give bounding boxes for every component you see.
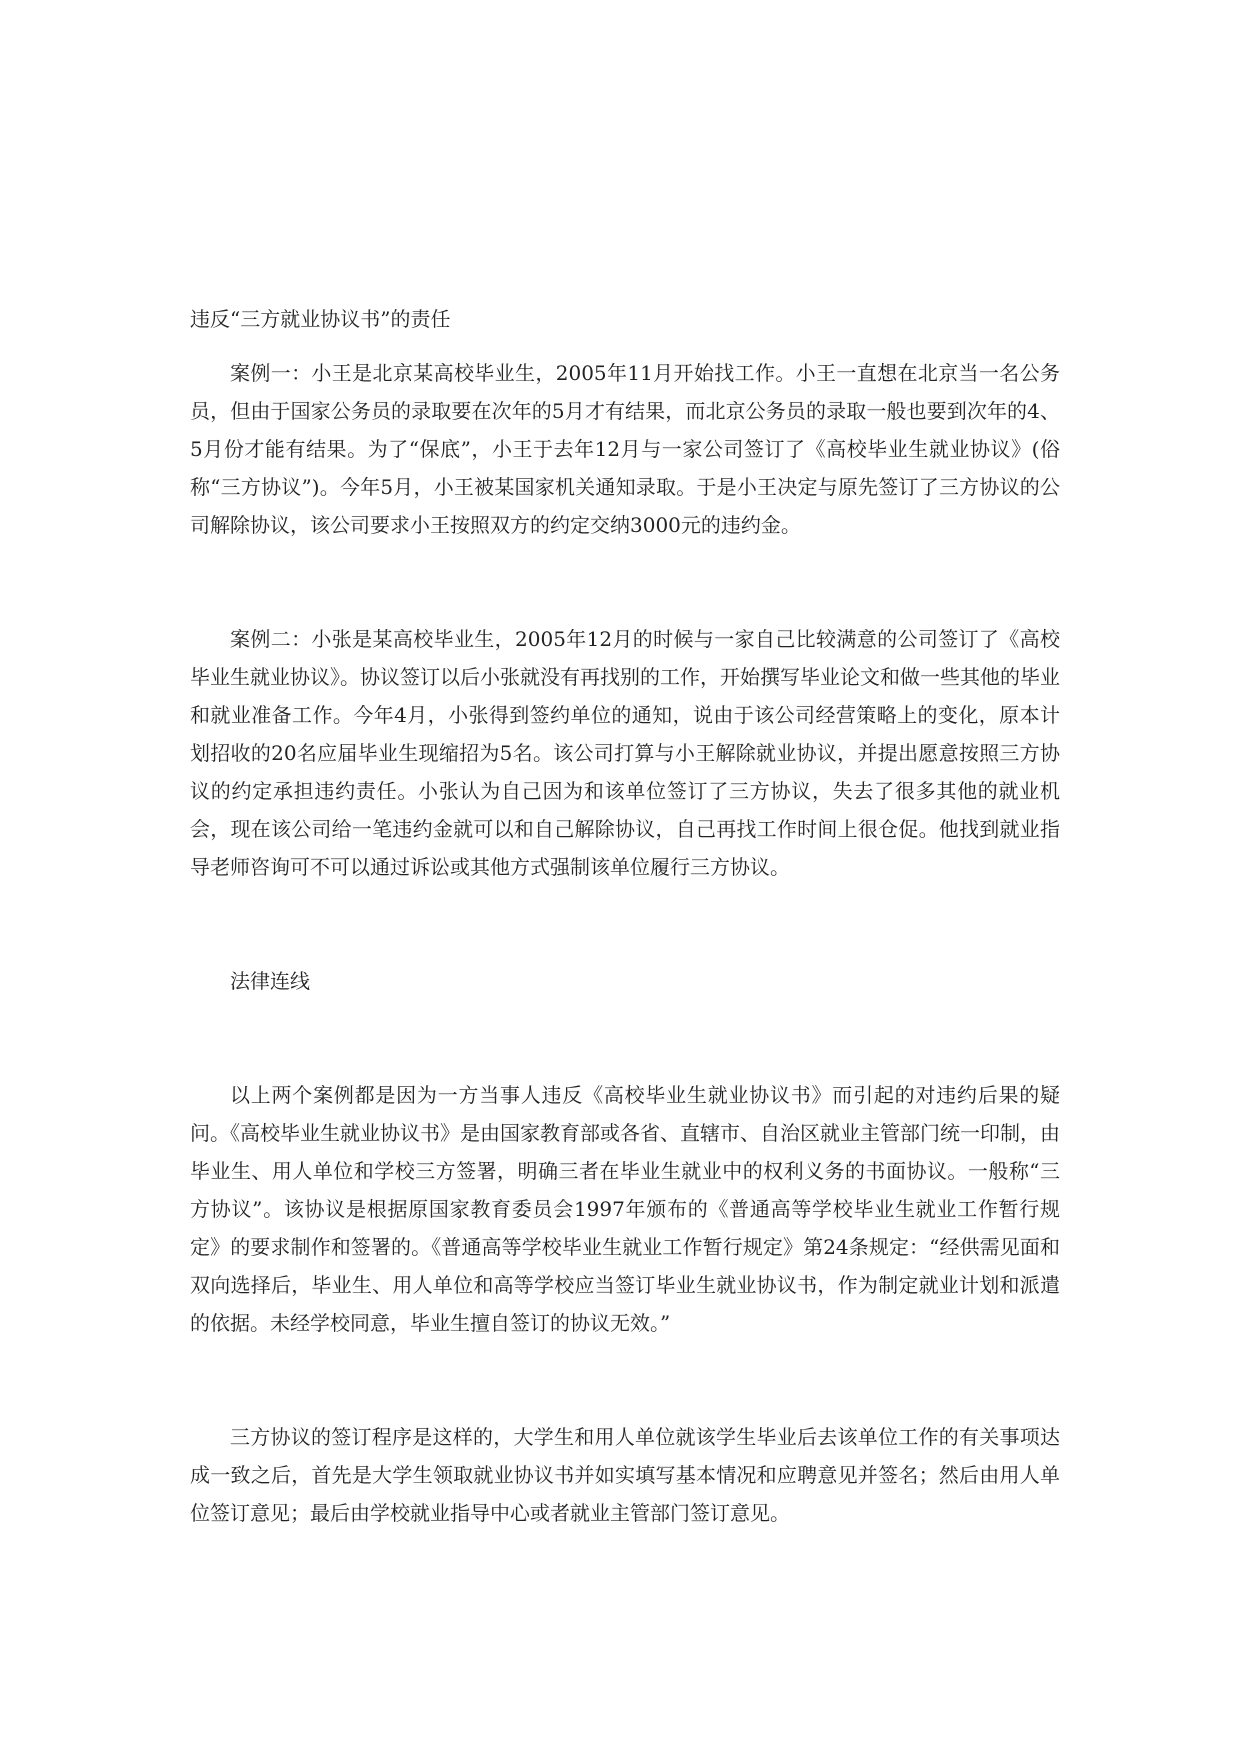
document-title: 违反“三方就业协议书”的责任 — [190, 307, 451, 331]
spacer — [190, 886, 1060, 962]
legal-explanation-paragraph: 以上两个案例都是因为一方当事人违反《高校毕业生就业协议书》而引起的对违约后果的疑问。《高校毕业生就业协议书》是由国家教育部或各省、直辖市、自治区就业主管部门统一印制，由毕业生、用人单位和学校三方签署，明确三者在毕业生就业中的权利义务的书面协议。一般称“三方协议”。该协议是根据原国家教育委员会1997年颁布的《普通高等学校毕业生就业工作暂行规定》的要求制作和签署的。《普通高等学校毕业生就业工作暂行规定》第24条规定：“经供需见面和双向选择后，毕业生、用人单位和高等学校应当签订毕业生就业协议书，作为制定就业计划和派遣的依据。未经学校同意，毕业生擅自签订的协议无效。” — [190, 1083, 1060, 1335]
spacer — [190, 544, 1060, 620]
signing-procedure-paragraph: 三方协议的签订程序是这样的，大学生和用人单位就该学生毕业后去该单位工作的有关事项达成一致之后，首先是大学生领取就业协议书并如实填写基本情况和应聘意见并签名；然后由用人单位签订意见；最后由学校就业指导中心或者就业主管部门签订意见。 — [190, 1425, 1060, 1525]
spacer — [190, 1000, 1060, 1076]
case-one-paragraph: 案例一：小王是北京某高校毕业生，2005年11月开始找工作。小王一直想在北京当一名公务员，但由于国家公务员的录取要在次年的5月才有结果，而北京公务员的录取一般也要到次年的4、5月份才能有结果。为了“保底”，小王于去年12月与一家公司签订了《高校毕业生就业协议》(俗称“三方协议”)。今年5月，小王被某国家机关通知录取。于是小王决定与原先签订了三方协议的公司解除协议，该公司要求小王按照双方的约定交纳3000元的违约金。 — [190, 361, 1060, 537]
document-body — [190, 300, 1060, 1532]
case-two-paragraph: 案例二：小张是某高校毕业生，2005年12月的时候与一家自己比较满意的公司签订了《高校毕业生就业协议》。协议签订以后小张就没有再找别的工作，开始撰写毕业论文和做一些其他的毕业和就业准备工作。今年4月，小张得到签约单位的通知，说由于该公司经营策略上的变化，原本计划招收的20名应届毕业生现缩招为5名。该公司打算与小王解除就业协议，并提出愿意按照三方协议的约定承担违约责任。小张认为自己因为和该单位签订了三方协议，失去了很多其他的就业机会，现在该公司给一笔违约金就可以和自己解除协议，自己再找工作时间上很仓促。他找到就业指导老师咨询可不可以通过诉讼或其他方式强制该单位履行三方协议。 — [190, 627, 1060, 879]
spacer — [190, 1342, 1060, 1418]
section-heading-legal: 法律连线 — [230, 969, 310, 993]
